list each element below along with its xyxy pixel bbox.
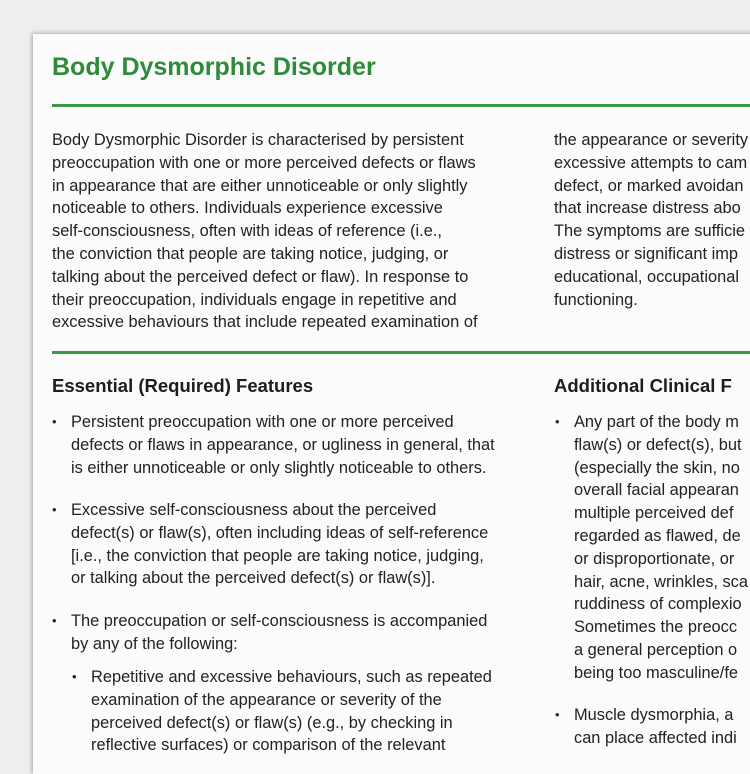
intro-line: talking about the perceived defect or flaw). In response to xyxy=(52,267,469,286)
bullet-marker: • xyxy=(52,613,57,628)
bullet-line: reflective surfaces) or comparison of the relevant xyxy=(91,736,446,755)
bullet-line: Any part of the body m xyxy=(574,413,739,431)
bullet-marker: • xyxy=(555,707,560,722)
bullet-line: Sometimes the preocc xyxy=(574,618,738,637)
intro-line: their preoccupation, individuals engage in repetitive and xyxy=(52,290,457,309)
intro-line: Body Dysmorphic Disorder is characterised by persistent xyxy=(52,131,464,149)
additional-features-heading: Additional Clinical F xyxy=(554,375,732,396)
intro-line: distress or significant imp xyxy=(554,244,739,263)
bullet-line: is either unnoticeable or only slightly noticeable to others. xyxy=(71,458,487,477)
intro-line: that increase distress abo xyxy=(554,199,741,218)
essential-bullet-3 xyxy=(52,610,488,656)
bullet-line: ruddiness of complexio xyxy=(574,595,742,614)
bullet-line: a general perception o xyxy=(574,640,738,659)
bullet-line: The preoccupation or self-consciousness is accompanied xyxy=(71,612,488,630)
essential-bullet-1 xyxy=(52,411,495,479)
bullet-line: Persistent preoccupation with one or more perceived xyxy=(71,413,454,431)
bullet-line: hair, acne, wrinkles, sca xyxy=(574,572,748,591)
bullet-line: Excessive self-consciousness about the perceived xyxy=(71,501,437,519)
intro-line: in appearance that are either unnoticeable or only slightly xyxy=(52,176,468,195)
essential-bullet-2 xyxy=(52,499,489,590)
bullet-line: examination of the appearance or severity of the xyxy=(91,690,442,709)
bullet-line: multiple perceived def xyxy=(574,504,734,523)
intro-line: The symptoms are sufficie xyxy=(554,222,745,241)
bullet-line: defects or flaws in appearance, or ugliness in general, that xyxy=(71,435,495,454)
bullet-marker: • xyxy=(52,414,57,429)
intro-line: excessive behaviours that include repeated examination of xyxy=(52,313,478,332)
intro-line: the appearance or severity xyxy=(554,131,749,149)
bullet-line: [i.e., the conviction that people are taking notice, judging, xyxy=(71,546,484,565)
intro-left-column xyxy=(52,129,478,334)
intro-right-column xyxy=(554,129,748,311)
intro-line: educational, occupational xyxy=(554,267,739,286)
bullet-line: perceived defect(s) or flaw(s) (e.g., by checking in xyxy=(91,713,453,732)
document-page xyxy=(33,34,750,774)
section-divider xyxy=(52,351,750,354)
bullet-line: flaw(s) or defect(s), but xyxy=(574,435,742,454)
page-title: Body Dysmorphic Disorder xyxy=(52,53,376,81)
intro-line: preoccupation with one or more perceived defects or flaws xyxy=(52,153,476,172)
bullet-line: can place affected indi xyxy=(574,728,737,747)
bullet-line: by any of the following: xyxy=(71,634,238,653)
bullet-line: regarded as flawed, de xyxy=(574,526,741,545)
bullet-line: being too masculine/fe xyxy=(574,663,739,682)
additional-bullet-1 xyxy=(555,411,748,685)
bullet-line: Muscle dysmorphia, a xyxy=(574,706,734,724)
additional-bullet-2 xyxy=(555,704,737,750)
bullet-line: (especially the skin, no xyxy=(574,458,740,477)
bullet-line: Repetitive and excessive behaviours, such as repeated xyxy=(91,668,492,686)
bullet-line: or talking about the perceived defect(s) or flaw(s)]. xyxy=(71,569,436,588)
intro-line: the conviction that people are taking notice, judging, or xyxy=(52,244,449,263)
intro-line: self-consciousness, often with ideas of reference (i.e., xyxy=(52,222,442,241)
bullet-line: overall facial appearan xyxy=(574,481,739,500)
essential-sub-bullet xyxy=(72,666,492,757)
intro-line: defect, or marked avoidan xyxy=(554,176,744,195)
bullet-line: defect(s) or flaw(s), often including ideas of self-reference xyxy=(71,523,489,542)
intro-line: excessive attempts to cam xyxy=(554,153,748,172)
intro-line: functioning. xyxy=(554,290,638,309)
intro-line: noticeable to others. Individuals experience excessive xyxy=(52,199,443,218)
essential-features-heading: Essential (Required) Features xyxy=(52,375,314,396)
bullet-line: or disproportionate, or xyxy=(574,549,735,568)
bullet-marker: • xyxy=(555,414,560,429)
title-divider xyxy=(52,104,750,107)
bullet-marker: • xyxy=(72,669,77,684)
bullet-marker: • xyxy=(52,502,57,517)
